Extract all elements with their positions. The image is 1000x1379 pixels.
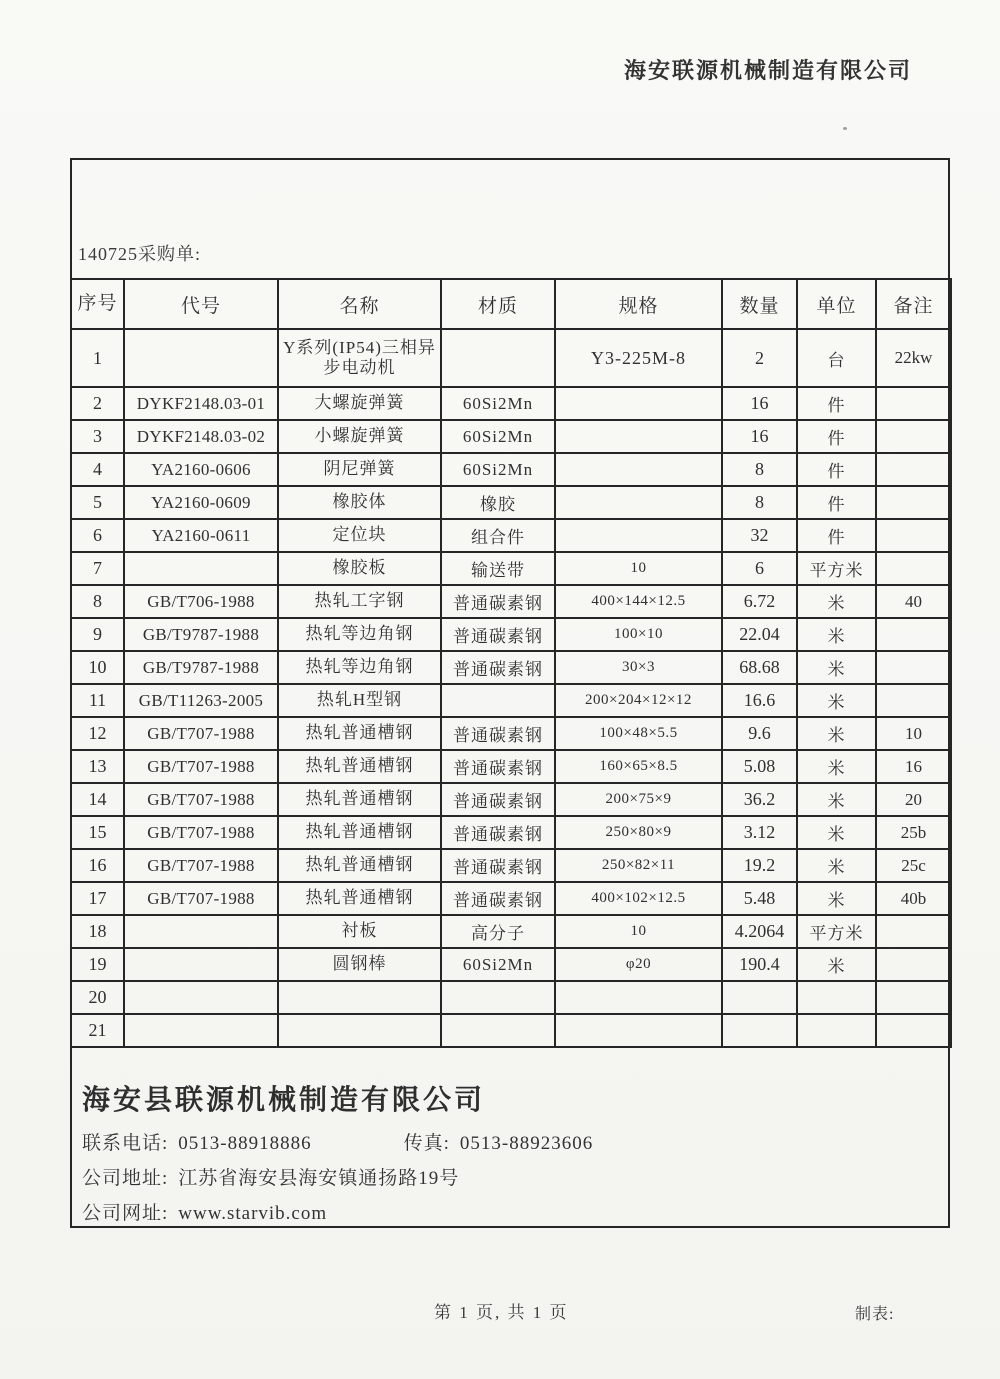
cell-name: 热轧普通槽钢	[278, 783, 441, 816]
cell-spec: 250×82×11	[555, 849, 722, 882]
cell-index: 11	[71, 684, 124, 717]
cell-note	[876, 552, 951, 585]
cell-code	[124, 981, 278, 1014]
table-row	[71, 585, 951, 618]
cell-code: GB/T707-1988	[124, 849, 278, 882]
cell-spec: 200×204×12×12	[555, 684, 722, 717]
table-row	[71, 519, 951, 552]
address-line	[82, 1163, 932, 1190]
cell-name: 大螺旋弹簧	[278, 387, 441, 420]
cell-spec: 100×10	[555, 618, 722, 651]
table-row	[71, 1014, 951, 1047]
cell-qty: 16.6	[722, 684, 797, 717]
cell-code: DYKF2148.03-01	[124, 387, 278, 420]
cell-unit: 米	[797, 618, 876, 651]
cell-unit: 米	[797, 651, 876, 684]
letterhead-company-name: 海安联源机械制造有限公司	[623, 58, 912, 83]
company-full-name: 海安县联源机械制造有限公司	[82, 1085, 486, 1116]
table-row	[71, 618, 951, 651]
cell-index: 9	[71, 618, 124, 651]
cell-note: 40	[876, 585, 951, 618]
cell-spec: 100×48×5.5	[555, 717, 722, 750]
table-row	[71, 420, 951, 453]
cell-qty: 4.2064	[722, 915, 797, 948]
cell-unit	[797, 1014, 876, 1047]
cell-unit: 米	[797, 750, 876, 783]
cell-material: 普通碳素钢	[441, 849, 555, 882]
cell-index: 1	[71, 329, 124, 387]
cell-qty	[722, 1014, 797, 1047]
cell-unit	[797, 981, 876, 1014]
cell-name: 热轧普通槽钢	[278, 882, 441, 915]
column-header-spec: 规格	[555, 279, 722, 329]
cell-note	[876, 486, 951, 519]
cell-material: 普通碳素钢	[441, 717, 555, 750]
website-line	[82, 1198, 932, 1225]
cell-index: 4	[71, 453, 124, 486]
cell-material: 普通碳素钢	[441, 750, 555, 783]
cell-material: 橡胶	[441, 486, 555, 519]
cell-index: 13	[71, 750, 124, 783]
cell-spec: 10	[555, 915, 722, 948]
cell-note	[876, 981, 951, 1014]
fax-number: 0513-88923606	[459, 1133, 594, 1154]
cell-code: GB/T11263-2005	[124, 684, 278, 717]
scan-artifact-dot	[843, 127, 847, 130]
cell-spec	[555, 453, 722, 486]
phone-fax-line	[82, 1128, 932, 1155]
cell-unit: 件	[797, 519, 876, 552]
address-value: 江苏省海安县海安镇通扬路19号	[178, 1168, 460, 1189]
cell-code	[124, 948, 278, 981]
cell-name: 热轧等边角钢	[278, 651, 441, 684]
cell-qty: 9.6	[722, 717, 797, 750]
cell-spec: 160×65×8.5	[555, 750, 722, 783]
cell-index: 12	[71, 717, 124, 750]
cell-qty: 16	[722, 387, 797, 420]
cell-spec	[555, 981, 722, 1014]
fax-label: 传真:	[403, 1133, 450, 1154]
cell-name: 衬板	[278, 915, 441, 948]
cell-note: 25c	[876, 849, 951, 882]
cell-index: 3	[71, 420, 124, 453]
cell-qty: 6.72	[722, 585, 797, 618]
cell-index: 17	[71, 882, 124, 915]
table-row	[71, 948, 951, 981]
cell-note	[876, 420, 951, 453]
cell-unit: 米	[797, 948, 876, 981]
table-row	[71, 486, 951, 519]
phone-number: 0513-88918886	[178, 1133, 312, 1154]
cell-material: 普通碳素钢	[441, 585, 555, 618]
table-row	[71, 552, 951, 585]
cell-code: YA2160-0611	[124, 519, 278, 552]
cell-unit: 米	[797, 684, 876, 717]
cell-qty: 5.48	[722, 882, 797, 915]
cell-index: 10	[71, 651, 124, 684]
cell-spec	[555, 420, 722, 453]
cell-code: GB/T707-1988	[124, 816, 278, 849]
table-row	[71, 717, 951, 750]
cell-name: 圆钢棒	[278, 948, 441, 981]
purchase-order-table	[70, 278, 952, 1048]
cell-note	[876, 387, 951, 420]
table-row	[71, 453, 951, 486]
cell-name: 小螺旋弹簧	[278, 420, 441, 453]
cell-unit: 米	[797, 783, 876, 816]
cell-material: 输送带	[441, 552, 555, 585]
cell-note: 20	[876, 783, 951, 816]
cell-material: 普通碳素钢	[441, 882, 555, 915]
cell-code: YA2160-0606	[124, 453, 278, 486]
cell-material	[441, 329, 555, 387]
cell-material: 组合件	[441, 519, 555, 552]
cell-note: 22kw	[876, 329, 951, 387]
cell-unit: 平方米	[797, 915, 876, 948]
cell-qty: 68.68	[722, 651, 797, 684]
cell-code: GB/T707-1988	[124, 717, 278, 750]
cell-code	[124, 552, 278, 585]
cell-name: 热轧普通槽钢	[278, 717, 441, 750]
cell-code: GB/T706-1988	[124, 585, 278, 618]
cell-unit: 件	[797, 486, 876, 519]
cell-material: 普通碳素钢	[441, 651, 555, 684]
cell-code	[124, 329, 278, 387]
table-header-row	[71, 279, 951, 329]
cell-code	[124, 1014, 278, 1047]
cell-name: Y系列(IP54)三相异步电动机	[278, 329, 441, 387]
cell-note	[876, 519, 951, 552]
column-header-name: 名称	[278, 279, 441, 329]
cell-spec: 400×102×12.5	[555, 882, 722, 915]
cell-name: 热轧普通槽钢	[278, 816, 441, 849]
cell-qty: 32	[722, 519, 797, 552]
column-header-code: 代号	[124, 279, 278, 329]
cell-index: 20	[71, 981, 124, 1014]
cell-qty: 16	[722, 420, 797, 453]
cell-name: 热轧等边角钢	[278, 618, 441, 651]
cell-material: 普通碳素钢	[441, 816, 555, 849]
column-header-qty: 数量	[722, 279, 797, 329]
cell-note	[876, 684, 951, 717]
address-label: 公司地址:	[82, 1168, 169, 1189]
cell-code: GB/T707-1988	[124, 750, 278, 783]
cell-name	[278, 981, 441, 1014]
table-row	[71, 684, 951, 717]
website-label: 公司网址:	[82, 1203, 169, 1224]
cell-material: 普通碳素钢	[441, 618, 555, 651]
cell-spec: 250×80×9	[555, 816, 722, 849]
cell-index: 14	[71, 783, 124, 816]
tabulator-label: 制表:	[855, 1306, 895, 1323]
cell-code: YA2160-0609	[124, 486, 278, 519]
cell-qty	[722, 981, 797, 1014]
cell-name: 热轧工字钢	[278, 585, 441, 618]
cell-material	[441, 981, 555, 1014]
cell-material: 普通碳素钢	[441, 783, 555, 816]
cell-material: 高分子	[441, 915, 555, 948]
cell-spec	[555, 387, 722, 420]
cell-note	[876, 618, 951, 651]
cell-index: 16	[71, 849, 124, 882]
cell-index: 6	[71, 519, 124, 552]
cell-note	[876, 1014, 951, 1047]
cell-code: GB/T707-1988	[124, 783, 278, 816]
cell-index: 8	[71, 585, 124, 618]
table-row	[71, 915, 951, 948]
cell-index: 15	[71, 816, 124, 849]
cell-name: 热轧普通槽钢	[278, 750, 441, 783]
cell-index: 2	[71, 387, 124, 420]
cell-note: 16	[876, 750, 951, 783]
cell-unit: 件	[797, 387, 876, 420]
table-row	[71, 387, 951, 420]
table-row	[71, 329, 951, 387]
company-contact-block	[82, 1066, 932, 1233]
cell-unit: 米	[797, 816, 876, 849]
cell-unit: 米	[797, 882, 876, 915]
cell-code	[124, 915, 278, 948]
cell-material: 60Si2Mn	[441, 420, 555, 453]
cell-qty: 36.2	[722, 783, 797, 816]
cell-index: 18	[71, 915, 124, 948]
cell-qty: 22.04	[722, 618, 797, 651]
cell-qty: 5.08	[722, 750, 797, 783]
cell-qty: 2	[722, 329, 797, 387]
cell-name: 热轧普通槽钢	[278, 849, 441, 882]
table-row	[71, 816, 951, 849]
cell-unit: 米	[797, 849, 876, 882]
cell-qty: 3.12	[722, 816, 797, 849]
cell-name: 定位块	[278, 519, 441, 552]
cell-code: GB/T707-1988	[124, 882, 278, 915]
table-row	[71, 981, 951, 1014]
column-header-unit: 单位	[797, 279, 876, 329]
cell-spec: 30×3	[555, 651, 722, 684]
table-row	[71, 882, 951, 915]
cell-qty: 8	[722, 453, 797, 486]
cell-spec: Y3-225M-8	[555, 329, 722, 387]
cell-index: 19	[71, 948, 124, 981]
cell-material: 60Si2Mn	[441, 387, 555, 420]
cell-note: 25b	[876, 816, 951, 849]
cell-unit: 米	[797, 717, 876, 750]
cell-spec: 400×144×12.5	[555, 585, 722, 618]
cell-name: 橡胶体	[278, 486, 441, 519]
cell-name	[278, 1014, 441, 1047]
cell-material: 60Si2Mn	[441, 948, 555, 981]
cell-qty: 8	[722, 486, 797, 519]
column-header-index: 序号	[71, 279, 124, 329]
table-row	[71, 783, 951, 816]
phone-label: 联系电话:	[82, 1133, 169, 1154]
cell-material	[441, 684, 555, 717]
column-header-material: 材质	[441, 279, 555, 329]
cell-unit: 件	[797, 420, 876, 453]
cell-spec	[555, 1014, 722, 1047]
cell-note	[876, 453, 951, 486]
cell-code: GB/T9787-1988	[124, 651, 278, 684]
table-body	[71, 329, 951, 1047]
cell-spec	[555, 486, 722, 519]
cell-name: 阴尼弹簧	[278, 453, 441, 486]
document-border-box	[70, 158, 950, 1228]
column-header-note: 备注	[876, 279, 951, 329]
cell-unit: 平方米	[797, 552, 876, 585]
cell-name: 热轧H型钢	[278, 684, 441, 717]
table-row	[71, 849, 951, 882]
cell-note	[876, 948, 951, 981]
cell-code: GB/T9787-1988	[124, 618, 278, 651]
cell-unit: 米	[797, 585, 876, 618]
cell-qty: 19.2	[722, 849, 797, 882]
cell-unit: 台	[797, 329, 876, 387]
cell-note: 10	[876, 717, 951, 750]
table-row	[71, 750, 951, 783]
website-value: www.starvib.com	[178, 1203, 328, 1224]
cell-note	[876, 651, 951, 684]
cell-index: 5	[71, 486, 124, 519]
cell-index: 7	[71, 552, 124, 585]
cell-unit: 件	[797, 453, 876, 486]
cell-name: 橡胶板	[278, 552, 441, 585]
cell-qty: 6	[722, 552, 797, 585]
purchase-order-title: 140725采购单:	[78, 244, 202, 264]
cell-qty: 190.4	[722, 948, 797, 981]
cell-spec: 10	[555, 552, 722, 585]
cell-material: 60Si2Mn	[441, 453, 555, 486]
cell-material	[441, 1014, 555, 1047]
cell-note: 40b	[876, 882, 951, 915]
cell-note	[876, 915, 951, 948]
cell-spec: 200×75×9	[555, 783, 722, 816]
cell-code: DYKF2148.03-02	[124, 420, 278, 453]
cell-index: 21	[71, 1014, 124, 1047]
cell-spec	[555, 519, 722, 552]
page-number-indicator: 第 1 页, 共 1 页	[434, 1303, 569, 1322]
table-row	[71, 651, 951, 684]
cell-spec: φ20	[555, 948, 722, 981]
